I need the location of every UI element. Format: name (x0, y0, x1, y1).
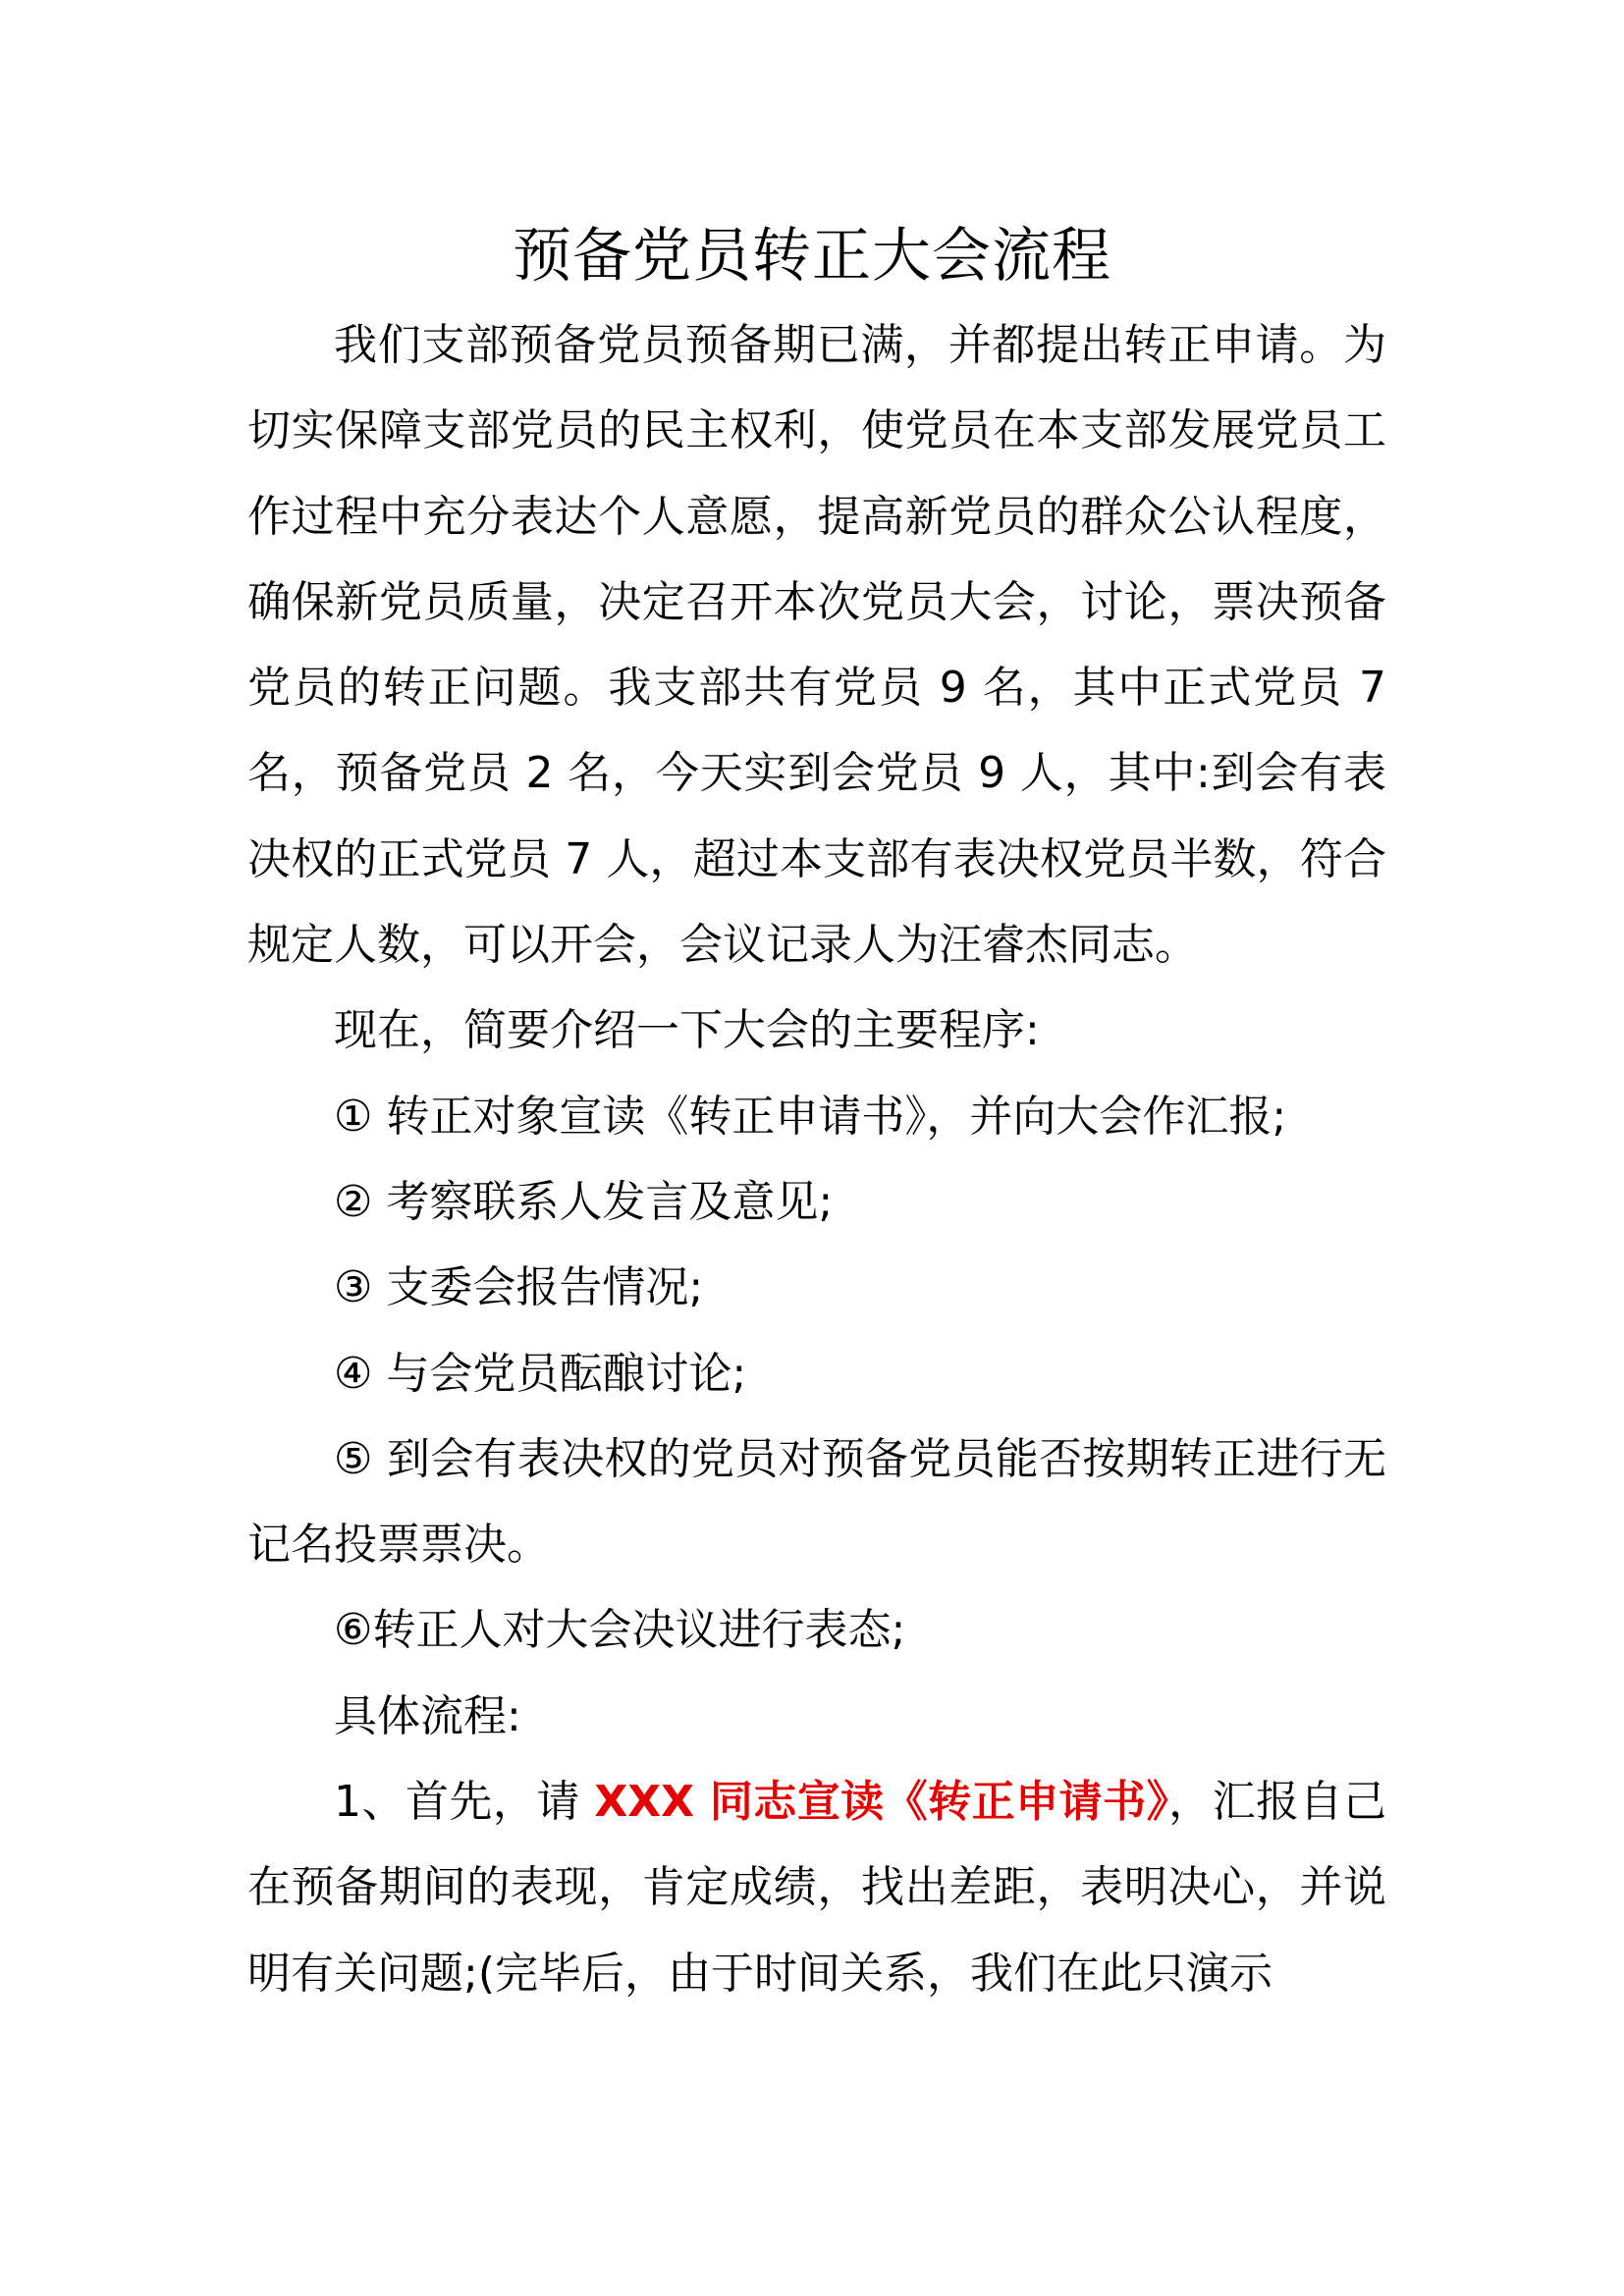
program-step-2: ② 考察联系人发言及意见; (334, 1176, 834, 1227)
page-title: 预备党员转正大会流程 (513, 222, 1111, 291)
flow-step-1-suffix: ，汇报自己在预备期间的表现，肯定成绩，找出差距，表明决心，并说明有关问题;(完毕后，由于时间关系，我们在此只演示 (247, 1777, 1387, 1999)
program-step-6: ⑥转正人对大会决议进行表态; (334, 1605, 906, 1656)
flow-label: 具体流程: (334, 1690, 521, 1741)
flow-step-1-prefix: 1、首先，请 (334, 1777, 595, 1828)
program-step-3: ③ 支委会报告情况; (334, 1262, 704, 1313)
flow-step-1 (247, 1759, 1386, 2016)
program-intro-paragraph: 现在，简要介绍一下大会的主要程序: (334, 1005, 1040, 1056)
program-step-5: ⑤ 到会有表决权的党员对预备党员能否按期转正进行无记名投票票决。 (247, 1433, 1386, 1571)
document-body (247, 302, 1386, 2016)
intro-paragraph: 我们支部预备党员预备期已满，并都提出转正申请。为切实保障支部党员的民主权利，使党员在本支部发展党员工作过程中充分表达个人意愿，提高新党员的群众公认程度，确保新党员质量，决定召开本次党员大会，讨论，票决预备党员的转正问题。我支部共有党员 9 名，其中正式党员 7 名，预备党员 2 名，今天实到会党员 9 人，其中:到会有表决权的正式党员 7 人，超过本支部有表决权党员半数，符合规定人数，可以开会，会议记录人为汪睿杰同志。 (247, 320, 1386, 971)
flow-step-1-highlight: XXX 同志宣读《转正申请书》 (594, 1777, 1169, 1828)
program-step-1: ① 转正对象宣读《转正申请书》，并向大会作汇报; (334, 1091, 1287, 1142)
program-step-4: ④ 与会党员酝酿讨论; (334, 1348, 747, 1399)
